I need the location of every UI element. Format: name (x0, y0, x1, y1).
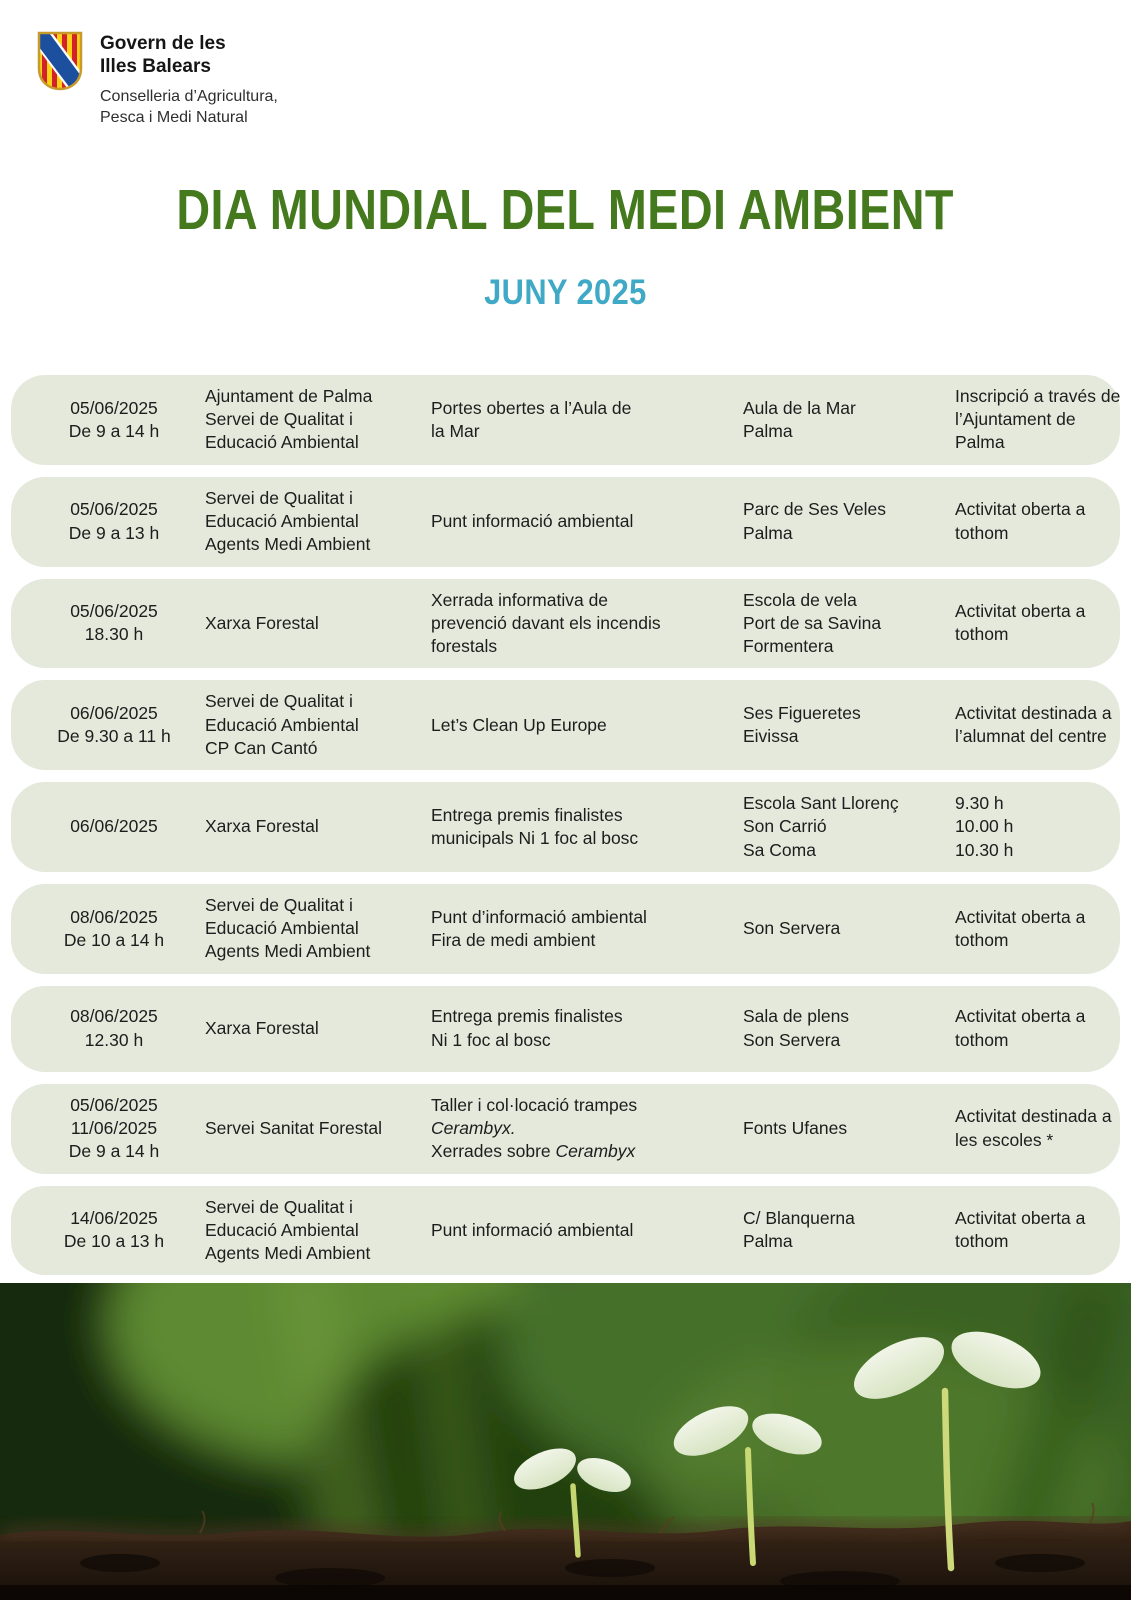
cell-line: l’alumnat del centre (955, 726, 1107, 747)
cell-line: Son Servera (743, 1029, 841, 1050)
seedlings-photo-art (0, 1283, 1131, 1600)
subtitle-month-text: JUNY 2025 (484, 272, 647, 312)
cell-line: 10.00 h (955, 816, 1014, 837)
cell-line: Formentera (743, 636, 834, 657)
cell-line: Servei de Qualitat i (205, 409, 353, 430)
cell-line: Portes obertes a l’Aula de (431, 397, 632, 418)
cell-line: Ses Figueretes (743, 702, 861, 723)
cell-line: Parc de Ses Veles (743, 499, 886, 520)
cell-line: Ni 1 foc al bosc (431, 1029, 551, 1050)
event-activity (431, 906, 727, 953)
cell-line: 08/06/2025 (70, 906, 158, 927)
event-date (39, 1207, 189, 1254)
cell-line: Aula de la Mar (743, 397, 856, 418)
event-organizer (205, 487, 415, 557)
cell-line: Activitat oberta a (955, 1208, 1086, 1229)
subtitle-month (0, 273, 1131, 313)
cell-line: 08/06/2025 (70, 1006, 158, 1027)
event-activity (431, 1219, 727, 1242)
cell-line: Punt informació ambiental (431, 1219, 634, 1240)
page-title-text: DIA MUNDIAL DEL MEDI AMBIENT (176, 177, 955, 242)
event-row (11, 375, 1120, 465)
coat-of-arms-icon (36, 30, 84, 92)
cell-line: Ajuntament de Palma (205, 385, 373, 406)
cell-line: De 10 a 14 h (63, 929, 165, 950)
event-organizer (205, 894, 415, 964)
cell-line: Palma (743, 522, 793, 543)
cell-line: la Mar (431, 420, 480, 441)
cell-line: 05/06/2025 (70, 499, 158, 520)
cell-line: De 9 a 14 h (68, 420, 160, 441)
cell-line: tothom (955, 1231, 1009, 1252)
event-location (743, 917, 939, 940)
cell-line: Agents Medi Ambient (205, 1243, 371, 1264)
cell-line: l’Ajuntament de (955, 409, 1076, 430)
event-organizer (205, 612, 415, 635)
event-date (39, 397, 189, 444)
event-activity (431, 1094, 727, 1164)
cell-line: forestals (431, 636, 498, 657)
event-date (39, 906, 189, 953)
cell-line: Educació Ambiental (205, 432, 359, 453)
cell-line: Entrega premis finalistes (431, 804, 623, 825)
logo-org-name (100, 32, 278, 78)
cell-line: 12.30 h (84, 1029, 144, 1050)
event-activity (431, 1005, 727, 1052)
cell-line: Educació Ambiental (205, 714, 359, 735)
event-location (743, 397, 939, 444)
cell-line: Servei de Qualitat i (205, 1196, 353, 1217)
event-date (39, 702, 189, 749)
cell-line: prevenció davant els incendis (431, 612, 661, 633)
event-location (743, 1005, 939, 1052)
event-activity (431, 589, 727, 659)
cell-line: Cerambyx. (431, 1117, 516, 1138)
cell-line: tothom (955, 624, 1009, 645)
logo-org-name-line1: Govern de les (100, 33, 226, 54)
cell-line: Agents Medi Ambient (205, 534, 371, 555)
event-date (39, 1005, 189, 1052)
cell-line: Taller i col·locació trampes (431, 1094, 638, 1115)
event-note (955, 1005, 1092, 1052)
event-activity (431, 397, 727, 444)
logo-department (100, 87, 278, 129)
event-organizer (205, 1117, 415, 1140)
cell-line: Servei de Qualitat i (205, 894, 353, 915)
cell-line: tothom (955, 1029, 1009, 1050)
cell-line: Activitat oberta a (955, 499, 1086, 520)
cell-line: Servei de Qualitat i (205, 691, 353, 712)
seedlings-photo (0, 1283, 1131, 1600)
cell-line: Activitat destinada a (955, 1106, 1112, 1127)
event-row (11, 680, 1120, 770)
cell-line: De 9.30 a 11 h (57, 726, 171, 747)
cell-line: Fonts Ufanes (743, 1117, 848, 1138)
cell-line: Servei de Qualitat i (205, 487, 353, 508)
cell-line: Sala de plens (743, 1006, 850, 1027)
event-row (11, 986, 1120, 1072)
logo-org-name-line2: Illes Balears (100, 56, 211, 78)
cell-line: Son Servera (743, 918, 841, 939)
cell-line: Activitat oberta a (955, 1006, 1086, 1027)
event-location (743, 792, 939, 862)
cell-line: 18.30 h (84, 624, 144, 645)
cell-line: Punt informació ambiental (431, 511, 634, 531)
event-date (39, 1094, 189, 1164)
logo-department-line2: Pesca i Medi Natural (100, 109, 248, 127)
event-note (955, 702, 1112, 749)
cell-line: C/ Blanquerna (743, 1208, 855, 1229)
cell-line: 06/06/2025 (70, 702, 158, 723)
event-organizer (205, 385, 415, 455)
cell-line: 11/06/2025 (70, 1117, 158, 1138)
event-location (743, 1207, 939, 1254)
schedule-list (11, 375, 1120, 1275)
cell-line: Escola Sant Llorenç (743, 793, 899, 814)
cell-line: Educació Ambiental (205, 511, 359, 531)
page-title (0, 177, 1131, 243)
cell-line: Fira de medi ambient (431, 929, 596, 950)
cell-line: De 10 a 13 h (63, 1231, 165, 1252)
cell-line: Xarxa Forestal (205, 1018, 319, 1039)
event-note (955, 906, 1092, 953)
cell-line: les escoles * (955, 1129, 1054, 1150)
cell-line: 05/06/2025 (70, 601, 158, 622)
event-location (743, 498, 939, 545)
event-organizer (205, 815, 415, 838)
event-note (955, 1105, 1112, 1152)
event-row (11, 782, 1120, 872)
cell-line: Palma (743, 1231, 793, 1252)
event-date (39, 600, 189, 647)
cell-line: CP Can Cantó (205, 737, 318, 758)
cell-line: Palma (955, 432, 1005, 453)
event-organizer (205, 1196, 415, 1266)
cell-line: 10.30 h (955, 839, 1014, 860)
cell-line: Educació Ambiental (205, 1219, 359, 1240)
cell-line: Xarxa Forestal (205, 612, 319, 633)
cell-line: Xerrada informativa de (431, 589, 609, 610)
event-location (743, 702, 939, 749)
header (0, 0, 1131, 129)
event-row (11, 1084, 1120, 1174)
cell-line: Xerrades sobre Cerambyx (431, 1141, 636, 1162)
event-note (955, 498, 1092, 545)
event-row (11, 1186, 1120, 1276)
cell-line: Let’s Clean Up Europe (431, 714, 607, 735)
event-organizer (205, 1017, 415, 1040)
cell-line: tothom (955, 522, 1009, 543)
event-note (955, 600, 1092, 647)
event-row (11, 477, 1120, 567)
cell-line: Activitat oberta a (955, 601, 1086, 622)
cell-line: De 9 a 14 h (68, 1141, 160, 1162)
cell-line: Activitat destinada a (955, 702, 1112, 723)
event-organizer (205, 690, 415, 760)
event-activity (431, 510, 727, 533)
cell-line: Sa Coma (743, 839, 816, 860)
event-row (11, 579, 1120, 669)
event-date (39, 815, 189, 838)
cell-line: Educació Ambiental (205, 918, 359, 939)
logo-department-line1: Conselleria d’Agricultura, (100, 88, 278, 106)
event-row (11, 884, 1120, 974)
cell-line: Activitat oberta a (955, 906, 1086, 927)
cell-line: 05/06/2025 (70, 397, 158, 418)
logo-text (100, 30, 278, 129)
cell-line: Servei Sanitat Forestal (205, 1117, 383, 1138)
event-activity (431, 804, 727, 851)
event-note (955, 792, 1092, 862)
cell-line: Eivissa (743, 726, 799, 747)
event-note (955, 385, 1120, 455)
event-activity (431, 714, 727, 737)
cell-line: tothom (955, 929, 1009, 950)
cell-line: Son Carrió (743, 816, 827, 837)
event-location (743, 1117, 939, 1140)
cell-line: Palma (743, 420, 793, 441)
cell-line: 05/06/2025 (70, 1094, 158, 1115)
cell-line: Agents Medi Ambient (205, 941, 371, 962)
event-location (743, 589, 939, 659)
cell-line: Inscripció a través de (955, 385, 1121, 406)
cell-line: municipals Ni 1 foc al bosc (431, 828, 639, 849)
cell-line: Xarxa Forestal (205, 816, 319, 837)
cell-line: Escola de vela (743, 589, 857, 610)
cell-line: 14/06/2025 (70, 1208, 158, 1229)
cell-line: De 9 a 13 h (68, 522, 160, 543)
event-date (39, 498, 189, 545)
cell-line: Port de sa Savina (743, 612, 882, 633)
cell-line: Entrega premis finalistes (431, 1006, 623, 1027)
event-note (955, 1207, 1092, 1254)
cell-line: Punt d’informació ambiental (431, 906, 647, 927)
cell-line: 9.30 h (955, 793, 1004, 814)
cell-line: 06/06/2025 (70, 816, 158, 837)
